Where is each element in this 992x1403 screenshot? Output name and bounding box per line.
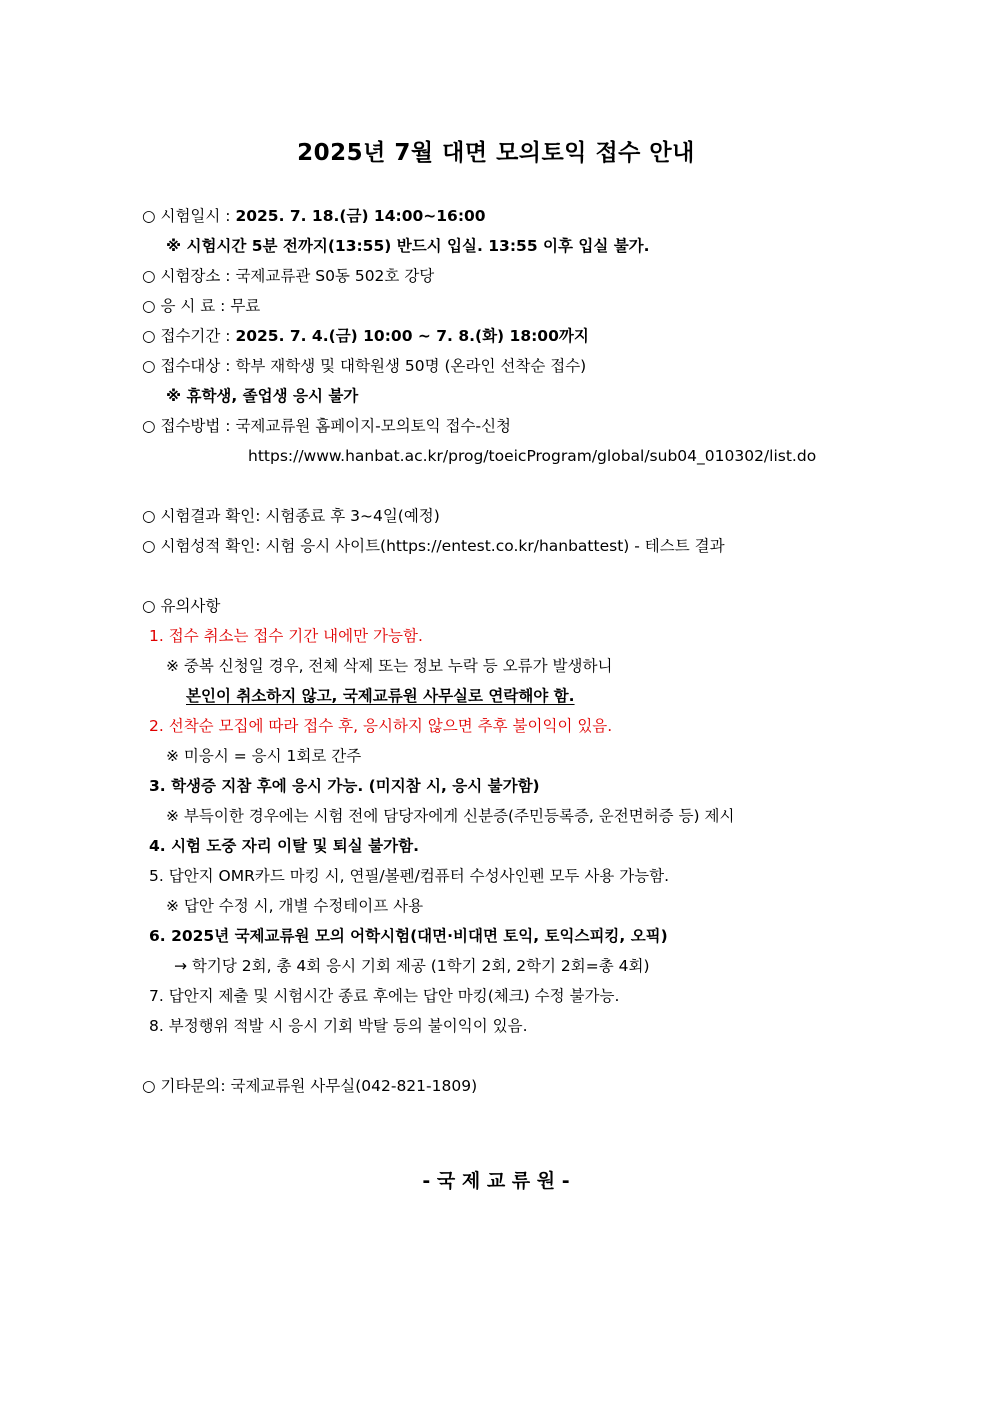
result-text: 시험결과 확인: 시험종료 후 3~4일(예정) bbox=[160, 507, 440, 525]
contact-text: 기타문의: 국제교류원 사무실(042-821-1809) bbox=[160, 1077, 478, 1095]
location-row bbox=[142, 266, 434, 286]
exam-date-row bbox=[142, 206, 486, 226]
notes-heading-row bbox=[142, 596, 220, 616]
period-value: 2025. 7. 4.(금) 10:00 ~ 7. 8.(화) 18:00까지 bbox=[235, 327, 589, 345]
target-value: 학부 재학생 및 대학원생 50명 (온라인 선착순 접수) bbox=[235, 357, 587, 375]
fee-label: 응 시 료 : bbox=[160, 297, 231, 315]
circle-bullet: ○ bbox=[142, 597, 156, 615]
circle-bullet: ○ bbox=[142, 417, 156, 435]
target-row bbox=[142, 356, 586, 376]
target-label: 접수대상 : bbox=[160, 357, 236, 375]
note-1: 1. 접수 취소는 접수 기간 내에만 가능함. bbox=[149, 627, 423, 645]
circle-bullet: ○ bbox=[142, 507, 156, 525]
note-3: 3. 학생증 지참 후에 응시 가능. (미지참 시, 응시 불가함) bbox=[149, 777, 540, 795]
location-value: 국제교류관 S0동 502호 강당 bbox=[235, 267, 435, 285]
circle-bullet: ○ bbox=[142, 207, 156, 225]
circle-bullet: ○ bbox=[142, 327, 156, 345]
result-row bbox=[142, 506, 440, 526]
circle-bullet: ○ bbox=[142, 357, 156, 375]
circle-bullet: ○ bbox=[142, 537, 156, 555]
note-2: 2. 선착순 모집에 따라 접수 후, 응시하지 않으면 추후 불이익이 있음. bbox=[149, 717, 613, 735]
score-text: 시험성적 확인: 시험 응시 사이트(https://entest.co.kr/hanbattest) - 테스트 결과 bbox=[160, 537, 725, 555]
location-label: 시험장소 : bbox=[160, 267, 236, 285]
exam-date-value: 2025. 7. 18.(금) 14:00~16:00 bbox=[235, 207, 486, 225]
exam-date-note: ※ 시험시간 5분 전까지(13:55) 반드시 입실. 13:55 이후 입실 불가. bbox=[166, 237, 650, 255]
circle-bullet: ○ bbox=[142, 1077, 156, 1095]
note-5: 5. 답안지 OMR카드 마킹 시, 연필/볼펜/컴퓨터 수성사인펜 모두 사용 가능함. bbox=[149, 867, 670, 885]
note-5-sub: ※ 답안 수정 시, 개별 수정테이프 사용 bbox=[166, 897, 424, 915]
note-8: 8. 부정행위 적발 시 응시 기회 박탈 등의 불이익이 있음. bbox=[149, 1017, 528, 1035]
method-row bbox=[142, 416, 511, 436]
footer-signature: - 국 제 교 류 원 - bbox=[422, 1170, 570, 1192]
method-label: 접수방법 : bbox=[160, 417, 236, 435]
period-label: 접수기간 : bbox=[160, 327, 236, 345]
note-6-sub: → 학기당 2회, 총 4회 응시 기회 제공 (1학기 2회, 2학기 2회=총 4회) bbox=[174, 957, 650, 975]
note-1-sub: ※ 중복 신청일 경우, 전체 삭제 또는 정보 누락 등 오류가 발생하니 bbox=[166, 657, 613, 675]
notes-heading: 유의사항 bbox=[160, 597, 221, 615]
note-4: 4. 시험 도중 자리 이탈 및 퇴실 불가함. bbox=[149, 837, 419, 855]
note-7: 7. 답안지 제출 및 시험시간 종료 후에는 답안 마킹(체크) 수정 불가능. bbox=[149, 987, 620, 1005]
contact-row bbox=[142, 1076, 477, 1096]
circle-bullet: ○ bbox=[142, 267, 156, 285]
method-url-link[interactable]: https://www.hanbat.ac.kr/prog/toeicProgram/global/sub04_010302/list.do bbox=[248, 447, 817, 465]
fee-row bbox=[142, 296, 260, 316]
target-note: ※ 휴학생, 졸업생 응시 불가 bbox=[166, 387, 359, 405]
period-row bbox=[142, 326, 589, 346]
score-row bbox=[142, 536, 725, 556]
exam-date-label: 시험일시 : bbox=[160, 207, 236, 225]
fee-value: 무료 bbox=[230, 297, 261, 315]
note-2-sub: ※ 미응시 = 응시 1회로 간주 bbox=[166, 747, 362, 765]
note-1-sub-2: 본인이 취소하지 않고, 국제교류원 사무실로 연락해야 함. bbox=[186, 687, 575, 705]
note-3-sub: ※ 부득이한 경우에는 시험 전에 담당자에게 신분증(주민등록증, 운전면허증 등) 제시 bbox=[166, 807, 735, 825]
note-6: 6. 2025년 국제교류원 모의 어학시험(대면·비대면 토익, 토익스피킹, 오픽) bbox=[149, 927, 668, 945]
circle-bullet: ○ bbox=[142, 297, 156, 315]
page-title: 2025년 7월 대면 모의토익 접수 안내 bbox=[297, 140, 695, 166]
method-value: 국제교류원 홈페이지-모의토익 접수-신청 bbox=[235, 417, 512, 435]
